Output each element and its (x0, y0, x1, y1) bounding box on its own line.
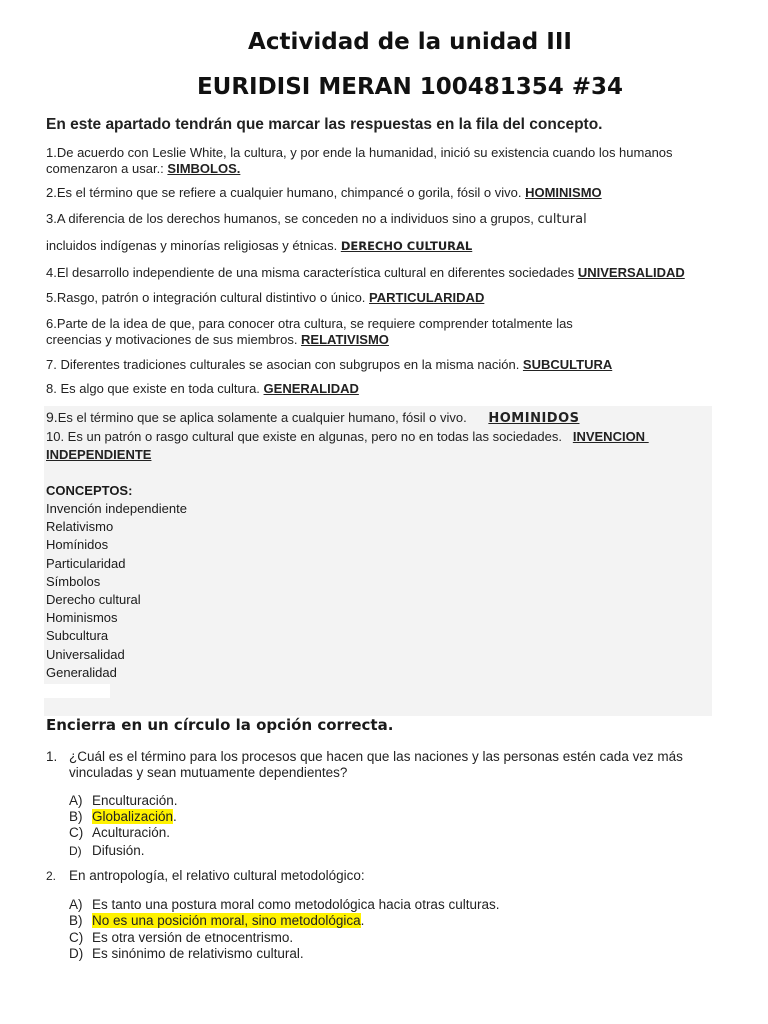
question-1-number: 1. (46, 749, 58, 764)
question-1-text: ¿Cuál es el término para los procesos que hacen que las naciones y las personas estén cada vez más vinculadas y sean mutuamente dependientes? (69, 749, 683, 780)
concept-item: Invención independiente (46, 501, 187, 516)
item-3-line-a (46, 211, 587, 228)
concept-item: Universalidad (46, 646, 125, 662)
item-7 (46, 357, 612, 373)
option-suffix: . (360, 913, 365, 928)
section2-title: Encierra en un círculo la opción correcta. (46, 716, 394, 734)
option-letter: A) (69, 793, 83, 808)
q2-option-a[interactable] (69, 897, 499, 913)
item-7-text: 7. Diferentes tradiciones culturales se asocian con subgrupos en la misma nación. (46, 357, 523, 372)
item-6-line-a: 6.Parte de la idea de que, para conocer otra cultura, se requiere comprender totalmente las (46, 316, 573, 331)
concept-item: Relativismo (46, 519, 114, 535)
option-letter: D) (69, 946, 84, 961)
q1-option-a[interactable] (69, 793, 178, 809)
item-8-text: 8. Es algo que existe en toda cultura. (46, 381, 264, 396)
concepts-heading: CONCEPTOS: (46, 483, 133, 498)
item-9-number: 9. (46, 409, 58, 425)
item-6-line-b (46, 332, 389, 348)
item-2 (46, 185, 602, 201)
item-4-text: 4.El desarrollo independiente de una misma característica cultural en diferentes sociedades (46, 265, 578, 280)
item-10-answer-b: INDEPENDIENTE (46, 447, 152, 462)
item-1-answer: SIMBOLOS. (167, 161, 241, 176)
concept-item: Generalidad (46, 664, 117, 680)
item-6-text-b: creencias y motivaciones de sus miembros. (46, 332, 302, 347)
item-10-answer-a: INVENCION (572, 429, 649, 444)
item-5-text: 5.Rasgo, patrón o integración cultural distintivo o único. (46, 290, 370, 305)
concept-item: Particularidad (46, 555, 126, 571)
section1-instruction: En este apartado tendrán que marcar las respuestas en la fila del concepto. (46, 116, 603, 133)
option-text: Difusión. (92, 843, 145, 858)
concept-item: Hominismos (46, 610, 118, 626)
item-3-line-b (46, 238, 472, 254)
item-7-answer: SUBCULTURA (522, 357, 613, 372)
item-9-text: Es el término que se aplica solamente a cualquier humano, fósil o vivo. (57, 410, 489, 425)
item-10-line-b (46, 447, 151, 463)
option-text: Aculturación. (92, 825, 171, 840)
q2-option-c[interactable] (69, 930, 293, 946)
option-letter: C) (69, 825, 84, 840)
item-3-text-b: incluidos indígenas y minorías religiosas y étnicas. (46, 238, 341, 253)
concept-item: Símbolos (46, 573, 101, 589)
item-8 (46, 381, 359, 397)
q1-option-d[interactable] (69, 843, 145, 859)
option-letter: B) (69, 913, 83, 928)
option-text: Enculturación. (92, 793, 178, 808)
q1-option-c[interactable] (69, 825, 170, 841)
item-4-answer: UNIVERSALIDAD (577, 265, 685, 280)
question-2-number: 2. (46, 869, 57, 883)
concept-item: Subcultura (46, 628, 109, 644)
question-1 (46, 749, 726, 783)
question-2-text: En antropología, el relativo cultural metodológico: (69, 868, 365, 883)
item-1-line-b (46, 161, 240, 177)
item-2-text: 2.Es el término que se refiere a cualquier humano, chimpancé o gorila, fósil o vivo. (46, 185, 526, 200)
option-letter: D) (69, 844, 82, 858)
option-letter: B) (69, 809, 83, 824)
item-10-line-a (46, 429, 649, 445)
option-text-highlighted: Globalización (92, 809, 174, 824)
concept-item: Derecho cultural (46, 591, 141, 607)
item-5-answer: PARTICULARIDAD (369, 290, 485, 305)
q2-option-d[interactable] (69, 946, 304, 962)
option-suffix: . (173, 809, 177, 824)
item-3-extra: cultural (537, 212, 587, 227)
item-8-answer: GENERALIDAD (263, 381, 359, 396)
student-info: EURIDISI MERAN 100481354 #34 (196, 74, 624, 100)
shade-gap (44, 684, 110, 698)
q2-option-b[interactable] (69, 913, 364, 929)
item-10-text: 10. Es un patrón o rasgo cultural que existe en algunas, pero no en todas las sociedades. (46, 429, 573, 444)
item-2-answer: HOMINISMO (525, 185, 602, 200)
option-text: Es tanto una postura moral como metodológica hacia otras culturas. (92, 897, 500, 912)
item-9 (46, 409, 580, 427)
item-4 (46, 265, 685, 281)
item-3-answer: DERECHO CULTURAL (340, 239, 473, 253)
item-9-answer: HOMINIDOS (488, 411, 580, 426)
question-2 (46, 868, 726, 886)
q1-option-b[interactable] (69, 809, 177, 825)
item-1-line-a: 1.De acuerdo con Leslie White, la cultura, y por ende la humanidad, inició su existencia cuando los humanos (46, 145, 673, 160)
option-letter: C) (69, 930, 84, 945)
option-text-highlighted: No es una posición moral, sino metodológica (92, 913, 361, 928)
option-text: Es otra versión de etnocentrismo. (92, 930, 294, 945)
option-text: Es sinónimo de relativismo cultural. (92, 946, 304, 961)
concepts-list (46, 500, 187, 682)
item-3-text: 3.A diferencia de los derechos humanos, se conceden no a individuos sino a grupos, (46, 211, 538, 226)
document-title: Actividad de la unidad III (248, 29, 572, 55)
item-1-text: comenzaron a usar.: (46, 161, 168, 176)
item-5 (46, 290, 484, 306)
option-letter: A) (69, 897, 83, 912)
concept-item: Homínidos (46, 537, 109, 553)
item-6-answer: RELATIVISMO (301, 332, 389, 347)
